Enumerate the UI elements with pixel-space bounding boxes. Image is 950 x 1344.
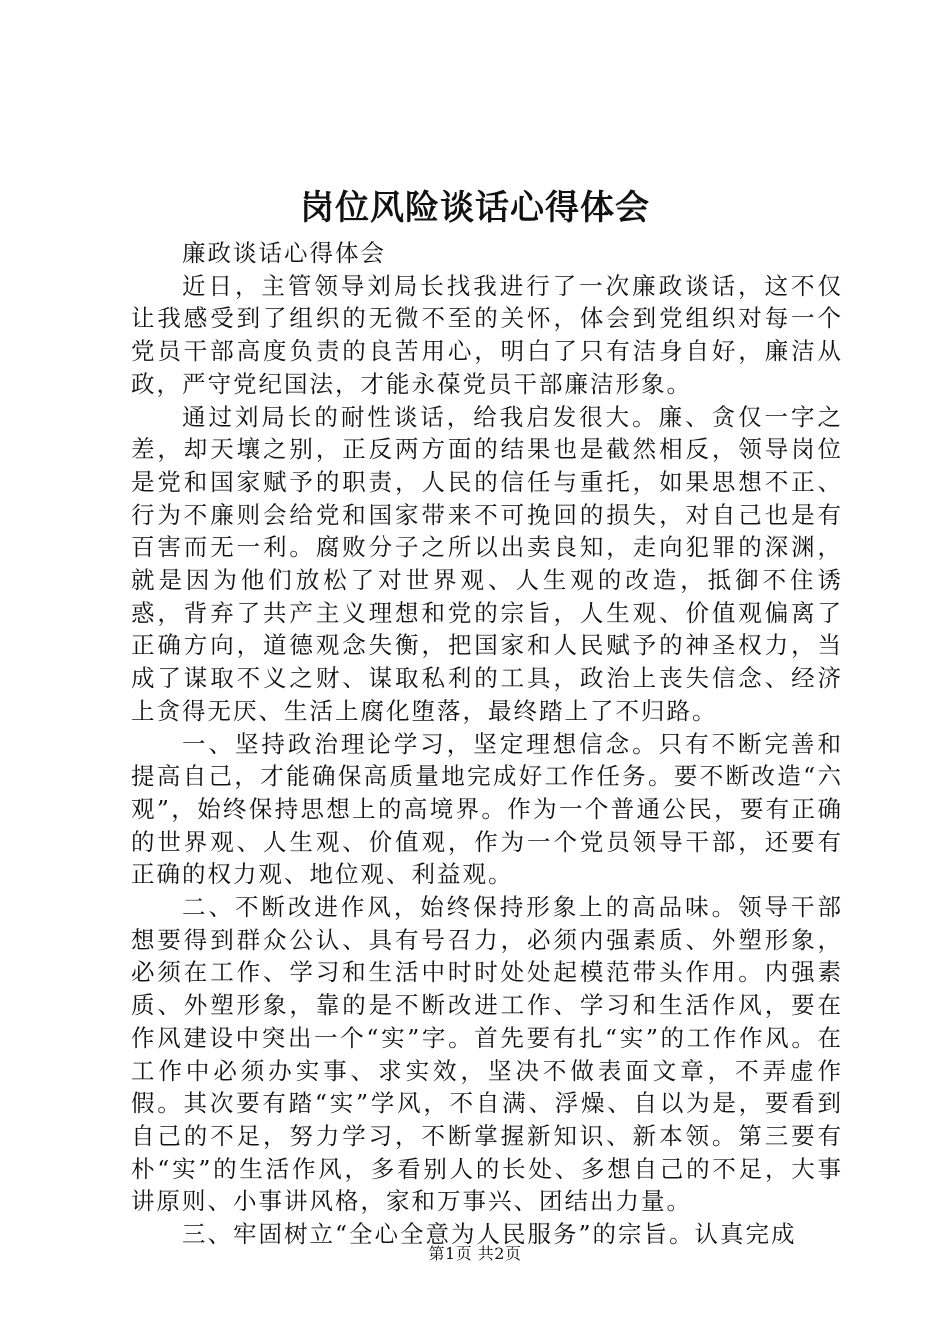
- body-paragraph: 三、牢固树立“全心全意为人民服务”的宗旨。认真完成: [182, 1220, 797, 1249]
- body-paragraph: 一、坚持政治理论学习，坚定理想信念。只有不断完善和提高自己，才能确保高质量地完成好工作任务。要不断改造“六观”，始终保持思想上的高境界。作为一个普通公民，要有正确的世界观、人生观、价值观，作为一个党员领导干部，还要有正确的权力观、地位观、利益观。: [131, 729, 843, 889]
- body-paragraph: 通过刘局长的耐性谈话，给我启发很大。廉、贪仅一字之差，却天壤之别，正反两方面的结果也是截然相反，领导岗位是党和国家赋予的职责，人民的信任与重托，如果思想不正、行为不廉则会给党和国家带来不可挽回的损失，对自己也是有百害而无一利。腐败分子之所以出卖良知，走向犯罪的深渊，就是因为他们放松了对世界观、人生观的改造，抵御不住诱惑，背弃了共产主义理想和党的宗旨，人生观、价值观偏离了正确方向，道德观念失衡，把国家和人民赋予的神圣权力，当成了谋取不义之财、谋取私利的工具，政治上丧失信念、经济上贪得无厌、生活上腐化堕落，最终踏上了不归路。: [131, 402, 843, 725]
- body-paragraph: 二、不断改进作风，始终保持形象上的高品味。领导干部想要得到群众公认、具有号召力，必须内强素质、外塑形象，必须在工作、学习和生活中时时处处起模范带头作用。内强素质、外塑形象，靠的是不断改进工作、学习和生活作风，要在作风建设中突出一个“实”字。首先要有扎“实”的工作作风。在工作中必须办实事、求实效，坚决不做表面文章，不弄虚作假。其次要有踏“实”学风，不自满、浮燥、自以为是，要看到自己的不足，努力学习，不断掌握新知识、新本领。第三要有朴“实”的生活作风，多看别人的长处、多想自己的不足，大事讲原则、小事讲风格，家和万事兴、团结出力量。: [131, 893, 843, 1216]
- document-title: 岗位风险谈话心得体会: [300, 188, 650, 228]
- body-paragraph: 近日，主管领导刘局长找我进行了一次廉政谈话，这不仅让我感受到了组织的无微不至的关怀，体会到党组织对每一个党员干部高度负责的良苦用心，明白了只有洁身自好，廉洁从政，严守党纪国法，才能永葆党员干部廉洁形象。: [131, 271, 843, 398]
- document-body: [131, 237, 843, 1251]
- page-footer: 第1页 共2页: [428, 1244, 522, 1263]
- body-paragraph: 廉政谈话心得体会: [182, 239, 386, 267]
